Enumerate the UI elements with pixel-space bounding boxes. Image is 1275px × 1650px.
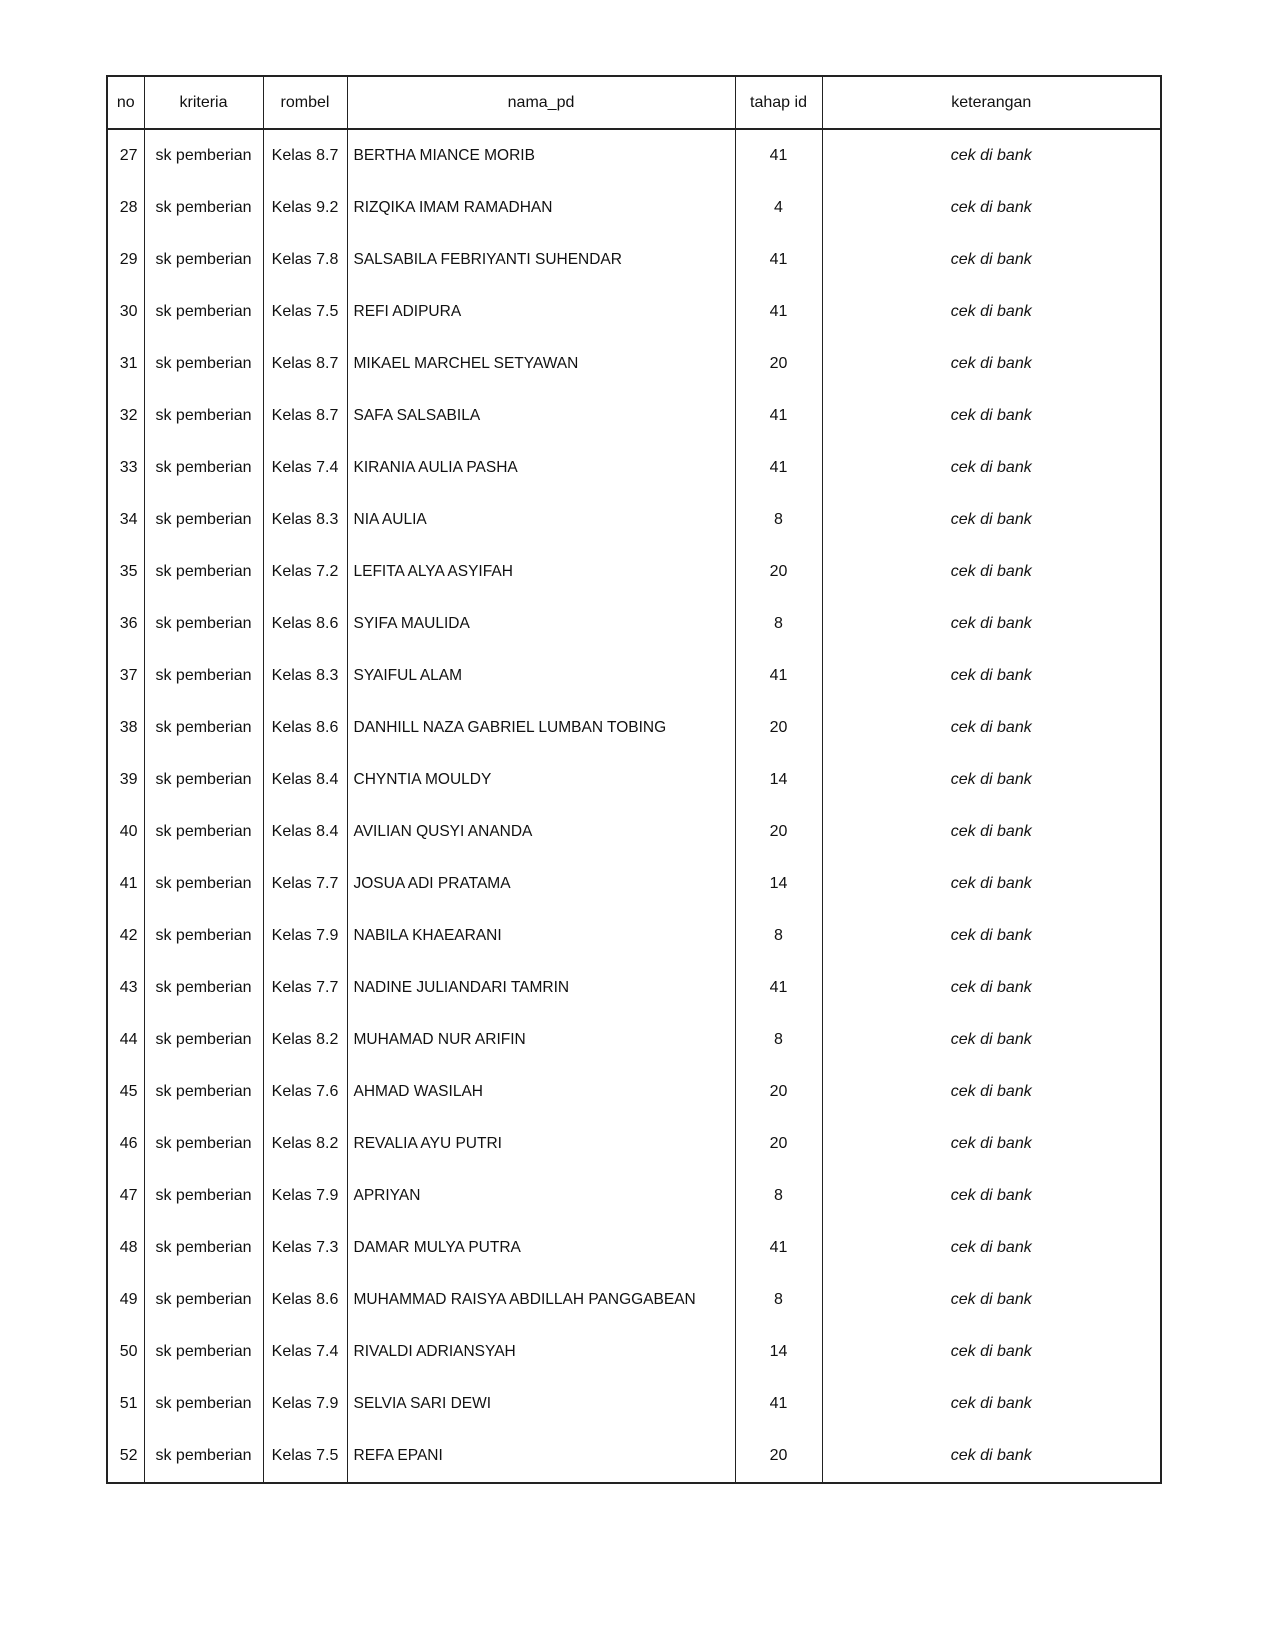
cell-tahap-id: 20 — [735, 1066, 822, 1118]
cell-keterangan: cek di bank — [822, 702, 1161, 754]
cell-keterangan: cek di bank — [822, 1378, 1161, 1430]
cell-kriteria: sk pemberian — [144, 234, 263, 286]
cell-keterangan: cek di bank — [822, 598, 1161, 650]
cell-no: 44 — [107, 1014, 144, 1066]
cell-no: 38 — [107, 702, 144, 754]
table-row — [107, 1066, 1161, 1118]
cell-nama-pd: SALSABILA FEBRIYANTI SUHENDAR — [347, 234, 735, 286]
table-row — [107, 754, 1161, 806]
cell-no: 31 — [107, 338, 144, 390]
cell-no: 28 — [107, 182, 144, 234]
cell-kriteria: sk pemberian — [144, 182, 263, 234]
cell-no: 51 — [107, 1378, 144, 1430]
cell-keterangan: cek di bank — [822, 650, 1161, 702]
cell-no: 49 — [107, 1274, 144, 1326]
cell-keterangan: cek di bank — [822, 806, 1161, 858]
cell-no: 39 — [107, 754, 144, 806]
table-row — [107, 1170, 1161, 1222]
cell-nama-pd: BERTHA MIANCE MORIB — [347, 129, 735, 182]
cell-nama-pd: MIKAEL MARCHEL SETYAWAN — [347, 338, 735, 390]
header-kriteria: kriteria — [144, 76, 263, 129]
cell-kriteria: sk pemberian — [144, 1378, 263, 1430]
cell-kriteria: sk pemberian — [144, 286, 263, 338]
cell-rombel: Kelas 7.9 — [263, 1378, 347, 1430]
cell-keterangan: cek di bank — [822, 1014, 1161, 1066]
header-nama-pd: nama_pd — [347, 76, 735, 129]
cell-tahap-id: 41 — [735, 286, 822, 338]
cell-tahap-id: 41 — [735, 962, 822, 1014]
table-body — [107, 129, 1161, 1483]
cell-keterangan: cek di bank — [822, 494, 1161, 546]
cell-nama-pd: LEFITA ALYA ASYIFAH — [347, 546, 735, 598]
cell-tahap-id: 8 — [735, 1170, 822, 1222]
cell-no: 29 — [107, 234, 144, 286]
cell-nama-pd: RIVALDI ADRIANSYAH — [347, 1326, 735, 1378]
cell-rombel: Kelas 8.6 — [263, 598, 347, 650]
table-row — [107, 650, 1161, 702]
cell-tahap-id: 8 — [735, 598, 822, 650]
cell-nama-pd: JOSUA ADI PRATAMA — [347, 858, 735, 910]
cell-nama-pd: KIRANIA AULIA PASHA — [347, 442, 735, 494]
cell-keterangan: cek di bank — [822, 962, 1161, 1014]
cell-kriteria: sk pemberian — [144, 910, 263, 962]
cell-nama-pd: CHYNTIA MOULDY — [347, 754, 735, 806]
cell-tahap-id: 4 — [735, 182, 822, 234]
cell-keterangan: cek di bank — [822, 910, 1161, 962]
cell-nama-pd: SELVIA SARI DEWI — [347, 1378, 735, 1430]
cell-keterangan: cek di bank — [822, 858, 1161, 910]
cell-nama-pd: REFI ADIPURA — [347, 286, 735, 338]
cell-kriteria: sk pemberian — [144, 1014, 263, 1066]
cell-keterangan: cek di bank — [822, 1274, 1161, 1326]
cell-keterangan: cek di bank — [822, 1326, 1161, 1378]
cell-rombel: Kelas 7.4 — [263, 1326, 347, 1378]
cell-kriteria: sk pemberian — [144, 390, 263, 442]
table-row — [107, 129, 1161, 182]
cell-rombel: Kelas 8.7 — [263, 390, 347, 442]
table-row — [107, 286, 1161, 338]
cell-tahap-id: 20 — [735, 1118, 822, 1170]
table-row — [107, 598, 1161, 650]
table-row — [107, 858, 1161, 910]
cell-nama-pd: NIA AULIA — [347, 494, 735, 546]
table-row — [107, 234, 1161, 286]
cell-kriteria: sk pemberian — [144, 129, 263, 182]
cell-kriteria: sk pemberian — [144, 1170, 263, 1222]
cell-kriteria: sk pemberian — [144, 1274, 263, 1326]
cell-rombel: Kelas 7.8 — [263, 234, 347, 286]
cell-rombel: Kelas 8.2 — [263, 1014, 347, 1066]
cell-keterangan: cek di bank — [822, 1430, 1161, 1483]
cell-kriteria: sk pemberian — [144, 858, 263, 910]
cell-rombel: Kelas 8.3 — [263, 494, 347, 546]
cell-nama-pd: MUHAMMAD RAISYA ABDILLAH PANGGABEAN — [347, 1274, 735, 1326]
cell-keterangan: cek di bank — [822, 442, 1161, 494]
cell-tahap-id: 20 — [735, 1430, 822, 1483]
cell-tahap-id: 41 — [735, 442, 822, 494]
cell-kriteria: sk pemberian — [144, 338, 263, 390]
cell-tahap-id: 8 — [735, 1274, 822, 1326]
cell-nama-pd: DANHILL NAZA GABRIEL LUMBAN TOBING — [347, 702, 735, 754]
cell-nama-pd: SYAIFUL ALAM — [347, 650, 735, 702]
table-row — [107, 442, 1161, 494]
cell-rombel: Kelas 7.9 — [263, 910, 347, 962]
table-row — [107, 1118, 1161, 1170]
cell-no: 27 — [107, 129, 144, 182]
cell-kriteria: sk pemberian — [144, 1066, 263, 1118]
table-row — [107, 494, 1161, 546]
cell-rombel: Kelas 8.6 — [263, 702, 347, 754]
cell-tahap-id: 20 — [735, 806, 822, 858]
header-tahap-id: tahap id — [735, 76, 822, 129]
table-row — [107, 546, 1161, 598]
cell-keterangan: cek di bank — [822, 1222, 1161, 1274]
table-row — [107, 182, 1161, 234]
cell-no: 41 — [107, 858, 144, 910]
cell-rombel: Kelas 7.7 — [263, 858, 347, 910]
cell-tahap-id: 14 — [735, 858, 822, 910]
cell-no: 32 — [107, 390, 144, 442]
cell-no: 50 — [107, 1326, 144, 1378]
cell-nama-pd: SAFA SALSABILA — [347, 390, 735, 442]
cell-keterangan: cek di bank — [822, 234, 1161, 286]
table-row — [107, 1326, 1161, 1378]
cell-tahap-id: 20 — [735, 546, 822, 598]
cell-no: 34 — [107, 494, 144, 546]
cell-no: 30 — [107, 286, 144, 338]
cell-no: 46 — [107, 1118, 144, 1170]
cell-rombel: Kelas 9.2 — [263, 182, 347, 234]
cell-tahap-id: 41 — [735, 1378, 822, 1430]
cell-rombel: Kelas 8.7 — [263, 129, 347, 182]
cell-nama-pd: NADINE JULIANDARI TAMRIN — [347, 962, 735, 1014]
cell-keterangan: cek di bank — [822, 754, 1161, 806]
cell-rombel: Kelas 8.7 — [263, 338, 347, 390]
cell-kriteria: sk pemberian — [144, 650, 263, 702]
cell-rombel: Kelas 7.4 — [263, 442, 347, 494]
table-row — [107, 806, 1161, 858]
header-no: no — [107, 76, 144, 129]
cell-nama-pd: NABILA KHAEARANI — [347, 910, 735, 962]
cell-rombel: Kelas 8.2 — [263, 1118, 347, 1170]
header-keterangan: keterangan — [822, 76, 1161, 129]
cell-kriteria: sk pemberian — [144, 1118, 263, 1170]
cell-keterangan: cek di bank — [822, 1170, 1161, 1222]
cell-tahap-id: 8 — [735, 494, 822, 546]
cell-kriteria: sk pemberian — [144, 1326, 263, 1378]
cell-nama-pd: SYIFA MAULIDA — [347, 598, 735, 650]
cell-rombel: Kelas 7.2 — [263, 546, 347, 598]
cell-no: 37 — [107, 650, 144, 702]
cell-no: 36 — [107, 598, 144, 650]
cell-kriteria: sk pemberian — [144, 754, 263, 806]
cell-tahap-id: 20 — [735, 702, 822, 754]
cell-kriteria: sk pemberian — [144, 806, 263, 858]
cell-keterangan: cek di bank — [822, 182, 1161, 234]
student-table — [106, 75, 1162, 1484]
cell-tahap-id: 14 — [735, 1326, 822, 1378]
cell-keterangan: cek di bank — [822, 286, 1161, 338]
cell-tahap-id: 41 — [735, 390, 822, 442]
cell-tahap-id: 8 — [735, 910, 822, 962]
cell-kriteria: sk pemberian — [144, 546, 263, 598]
cell-nama-pd: REFA EPANI — [347, 1430, 735, 1483]
cell-no: 42 — [107, 910, 144, 962]
cell-keterangan: cek di bank — [822, 390, 1161, 442]
table-row — [107, 702, 1161, 754]
cell-tahap-id: 14 — [735, 754, 822, 806]
cell-nama-pd: MUHAMAD NUR ARIFIN — [347, 1014, 735, 1066]
cell-tahap-id: 41 — [735, 1222, 822, 1274]
cell-keterangan: cek di bank — [822, 129, 1161, 182]
cell-no: 40 — [107, 806, 144, 858]
cell-nama-pd: APRIYAN — [347, 1170, 735, 1222]
cell-rombel: Kelas 8.4 — [263, 806, 347, 858]
cell-rombel: Kelas 8.3 — [263, 650, 347, 702]
cell-no: 48 — [107, 1222, 144, 1274]
cell-rombel: Kelas 8.6 — [263, 1274, 347, 1326]
cell-keterangan: cek di bank — [822, 338, 1161, 390]
cell-no: 43 — [107, 962, 144, 1014]
cell-tahap-id: 41 — [735, 129, 822, 182]
cell-tahap-id: 20 — [735, 338, 822, 390]
cell-rombel: Kelas 7.6 — [263, 1066, 347, 1118]
cell-keterangan: cek di bank — [822, 546, 1161, 598]
table-row — [107, 1378, 1161, 1430]
cell-nama-pd: AHMAD WASILAH — [347, 1066, 735, 1118]
table-row — [107, 390, 1161, 442]
cell-tahap-id: 41 — [735, 650, 822, 702]
cell-rombel: Kelas 7.3 — [263, 1222, 347, 1274]
header-rombel: rombel — [263, 76, 347, 129]
cell-rombel: Kelas 8.4 — [263, 754, 347, 806]
cell-no: 33 — [107, 442, 144, 494]
cell-nama-pd: DAMAR MULYA PUTRA — [347, 1222, 735, 1274]
cell-nama-pd: REVALIA AYU PUTRI — [347, 1118, 735, 1170]
cell-kriteria: sk pemberian — [144, 442, 263, 494]
table-header-row — [107, 76, 1161, 129]
cell-no: 45 — [107, 1066, 144, 1118]
cell-tahap-id: 8 — [735, 1014, 822, 1066]
cell-rombel: Kelas 7.5 — [263, 1430, 347, 1483]
cell-keterangan: cek di bank — [822, 1066, 1161, 1118]
cell-kriteria: sk pemberian — [144, 598, 263, 650]
table-row — [107, 1430, 1161, 1483]
cell-rombel: Kelas 7.9 — [263, 1170, 347, 1222]
table-row — [107, 1014, 1161, 1066]
table-row — [107, 338, 1161, 390]
cell-kriteria: sk pemberian — [144, 702, 263, 754]
cell-rombel: Kelas 7.7 — [263, 962, 347, 1014]
table-row — [107, 910, 1161, 962]
cell-kriteria: sk pemberian — [144, 494, 263, 546]
cell-no: 47 — [107, 1170, 144, 1222]
cell-keterangan: cek di bank — [822, 1118, 1161, 1170]
cell-tahap-id: 41 — [735, 234, 822, 286]
table-row — [107, 1274, 1161, 1326]
cell-nama-pd: AVILIAN QUSYI ANANDA — [347, 806, 735, 858]
table-row — [107, 962, 1161, 1014]
cell-kriteria: sk pemberian — [144, 1430, 263, 1483]
cell-rombel: Kelas 7.5 — [263, 286, 347, 338]
cell-nama-pd: RIZQIKA IMAM RAMADHAN — [347, 182, 735, 234]
cell-kriteria: sk pemberian — [144, 962, 263, 1014]
cell-kriteria: sk pemberian — [144, 1222, 263, 1274]
cell-no: 35 — [107, 546, 144, 598]
table-row — [107, 1222, 1161, 1274]
cell-no: 52 — [107, 1430, 144, 1483]
